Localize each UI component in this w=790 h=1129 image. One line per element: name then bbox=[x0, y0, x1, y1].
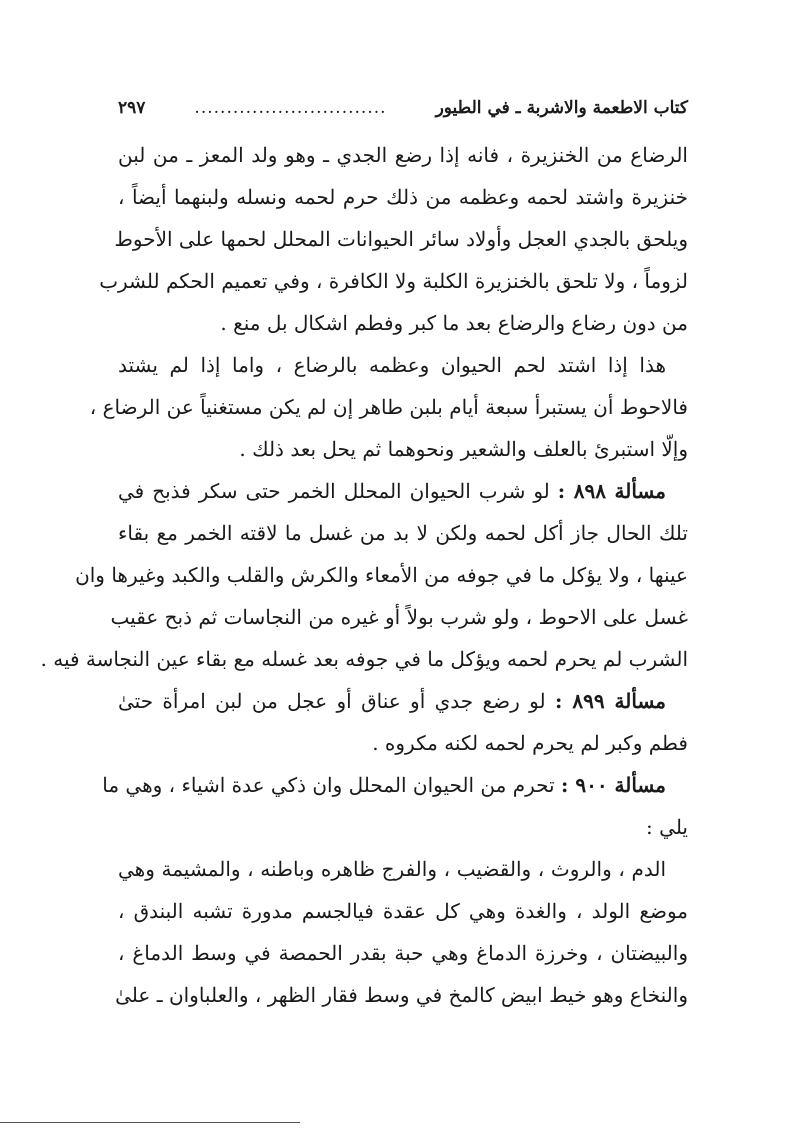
page-number: ٢٩٧ bbox=[118, 98, 146, 118]
text-line: تلك الحال جاز أكل لحمه ولكن لا بد من غسل ما لاقته الخمر مع بقاء bbox=[118, 521, 688, 545]
text-line: موضع الولد ، والغدة وهي كل عقدة فيالجسم مدورة تشبه البندق ، bbox=[118, 899, 688, 923]
issue-899-label: مسألة ٨٩٩ : bbox=[554, 689, 666, 713]
document-page bbox=[40, 98, 688, 1016]
issue-898-label: مسألة ٨٩٨ : bbox=[557, 479, 666, 503]
text-line: الرضاع من الخنزيرة ، فانه إذا رضع الجدي ـ وهو ولد المعز ـ من لبن bbox=[118, 143, 688, 167]
text-line: ويلحق بالجدي العجل وأولاد سائر الحيوانات المحلل لحمها على الأحوط bbox=[114, 227, 688, 251]
text-line: والنخاع وهو خيط ابيض كالمخ في وسط فقار الظهر ، والعلباوان ـ علىٰ bbox=[115, 983, 688, 1007]
issue-898-heading-line bbox=[118, 470, 688, 512]
header-title: كتاب الاطعمة والاشربة ـ في الطيور bbox=[435, 98, 688, 118]
text-line: فالاحوط أن يستبرأ سبعة أيام بلبن طاهر إن لم يكن مستغنياً عن الرضاع ، bbox=[89, 395, 688, 419]
header-leader-dots: .............................. bbox=[194, 98, 387, 118]
text-line: فطم وكبر لم يحرم لحمه لكنه مكروه . bbox=[372, 731, 688, 755]
issue-898-first-line: لو شرب الحيوان المحلل الخمر حتى سكر فذبح في bbox=[118, 479, 550, 503]
running-header bbox=[118, 98, 688, 124]
text-line: الشرب لم يحرم لحمه ويؤكل ما في جوفه بعد غسله مع بقاء عين النجاسة فيه . bbox=[40, 647, 688, 671]
text-line: لزوماً ، ولا تلحق بالخنزيرة الكلبة ولا الكافرة ، وفي تعميم الحكم للشرب bbox=[99, 269, 688, 293]
text-line: غسل على الاحوط ، ولو شرب بولاً أو غيره من النجاسات ثم ذبح عقيب bbox=[110, 605, 688, 629]
issue-899-first-line: لو رضع جدي أو عناق أو عجل من لبن امرأة حتىٰ bbox=[118, 689, 546, 713]
text-line: من دون رضاع والرضاع بعد ما كبر وفطم اشكال بل منع . bbox=[220, 311, 688, 335]
text-line: خنزيرة واشتد لحمه وعظمه من ذلك حرم لحمه ونسله ولبنهما أيضاً ، bbox=[118, 185, 688, 209]
issue-900-label: مسألة ٩٠٠ : bbox=[560, 773, 666, 797]
text-line: هذا إذا اشتد لحم الحيوان وعظمه بالرضاع ، واما إذا لم يشتد bbox=[118, 353, 666, 377]
text-line: عينها ، ولا يؤكل ما في جوفه من الأمعاء والكرش والقلب والكبد وغيرها وان bbox=[75, 563, 688, 587]
text-line: الدم ، والروث ، والقضيب ، والفرج ظاهره وباطنه ، والمشيمة وهي bbox=[118, 857, 666, 881]
text-line: وإلّا استبرئ بالعلف والشعير ونحوهما ثم يحل بعد ذلك . bbox=[239, 437, 688, 461]
text-line: والبيضتان ، وخرزة الدماغ وهي حبة بقدر الحمصة في وسط الدماغ ، bbox=[118, 941, 688, 965]
footer-rule bbox=[0, 1122, 300, 1123]
issue-899-heading-line bbox=[118, 680, 688, 722]
body-text bbox=[40, 134, 688, 1016]
issue-900-heading-line bbox=[102, 764, 688, 806]
text-line: يلي : bbox=[646, 815, 688, 839]
issue-900-first-line: تحرم من الحيوان المحلل وان ذكي عدة اشياء ، وهي ما bbox=[102, 773, 555, 797]
